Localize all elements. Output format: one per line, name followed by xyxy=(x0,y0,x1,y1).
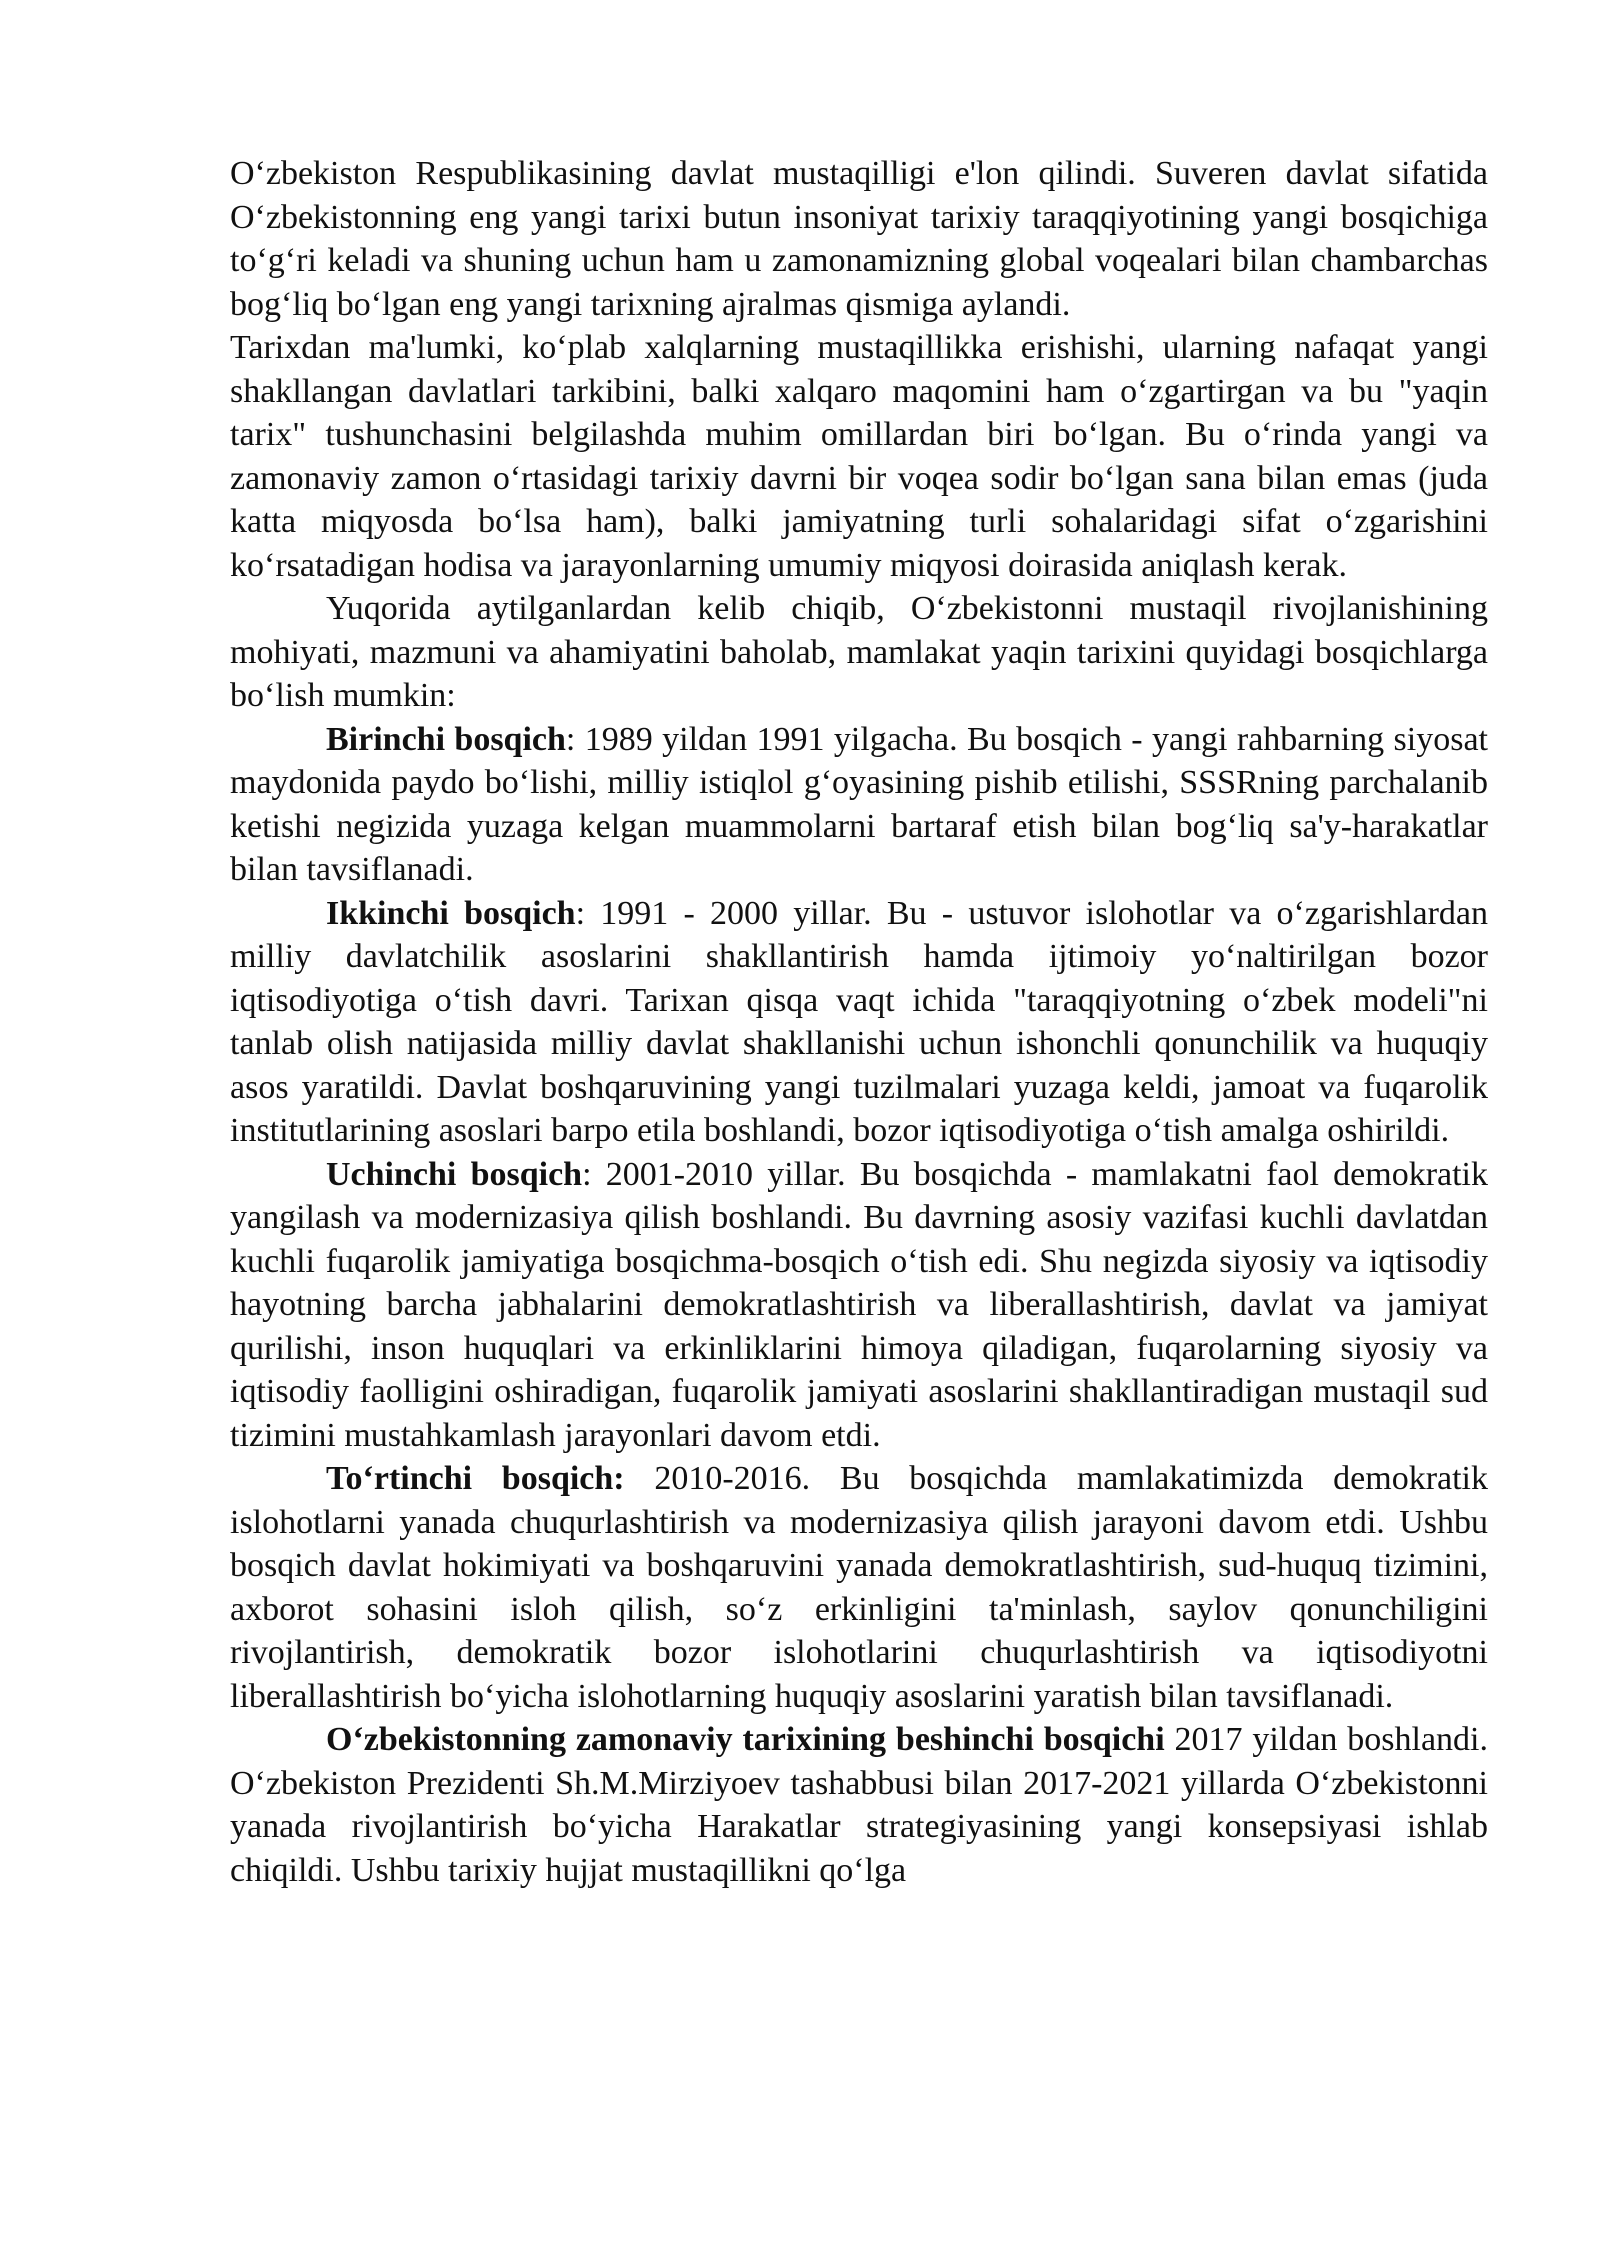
stage-heading: Uchinchi bosqich xyxy=(326,1155,583,1193)
paragraph-independence-declared xyxy=(230,152,1488,326)
paragraph-text: Tarixdan ma'lumki, ko‘plab xalqlarning mustaqillikka erishishi, ularning nafaqat yangi shakllangan davlatlari tarkibini, balki xalqaro maqomini ham o‘zgartirgan va bu "yaqin tarix" tushunchasini belgilashda muhim omillardan biri bo‘lgan. Bu o‘rinda yangi va zamonaviy zamon o‘rtasidagi tarixiy davrni bir voqea sodir bo‘lgan sana bilan emas (juda katta miqyosda bo‘lsa ham), balki jamiyatning turli sohalaridagi sifat o‘zgarishini ko‘rsatadigan hodisa va jarayonlarning umumiy miqyosi doirasida aniqlash kerak. xyxy=(230,329,1488,584)
paragraph-stage-5 xyxy=(230,1718,1488,1892)
paragraph-text: O‘zbekiston Respublikasining davlat mustaqilligi e'lon qilindi. Suveren davlat sifatida O‘zbekistonning eng yangi tarixi butun insoniyat tarixiy taraqqiyotining yangi bosqichiga to‘g‘ri keladi va shuning uchun ham u zamonamizning global voqealari bilan chambarchas bog‘liq bo‘lgan eng yangi tarixning ajralmas qismiga aylandi. xyxy=(230,155,1488,323)
paragraph-stage-2 xyxy=(230,892,1488,1153)
paragraph-text: : 1991 - 2000 yillar. Bu - ustuvor islohotlar va o‘zgarishlardan milliy davlatchilik asoslarini shakllantirish hamda ijtimoiy yo‘naltirilgan bozor iqtisodiyotiga o‘tish davri. Tarixan qisqa vaqt ichida "taraqqiyotning o‘zbek modeli"ni tanlab olish natijasida milliy davlat shakllanishi uchun ishonchli qonunchilik va huquqiy asos yaratildi. Davlat boshqaruvining yangi tuzilmalari yuzaga keldi, jamoat va fuqarolik institutlarining asoslari barpo etila boshlandi, bozor iqtisodiyotiga o‘tish amalga oshirildi. xyxy=(230,894,1488,1149)
paragraph-text: : 2001-2010 yillar. Bu bosqichda - mamlakatni faol demokratik yangilash va modernizasiya qilish boshlandi. Bu davrning asosiy vazifasi kuchli davlatdan kuchli fuqarolik jamiyatiga bosqichma-bosqich o‘tish edi. Shu negizda siyosiy va iqtisodiy hayotning barcha jabhalarini demokratlashtirish va liberallashtirish, davlat va jamiyat qurilishi, inson huquqlari va erkinliklarini himoya qiladigan, fuqarolarning siyosiy va iqtisodiy faolligini oshiradigan, fuqarolik jamiyati asoslarini shakllantiradigan mustaqil sud tizimini mustahkamlash jarayonlari davom etdi. xyxy=(230,1155,1488,1454)
stage-heading: To‘rtinchi bosqich: xyxy=(326,1460,625,1497)
stage-heading: Ikkinchi bosqich xyxy=(326,894,576,932)
paragraph-text: 2017 yildan boshlandi. O‘zbekiston Prezidenti Sh.M.Mirziyoev tashabbusi bilan 2017-2021 yillarda O‘zbekistonni yanada rivojlantirish bo‘yicha Harakatlar strategiyasining yangi konsepsiyasi ishlab chiqildi. Ushbu tarixiy hujjat mustaqillikni qo‘lga xyxy=(230,1721,1488,1889)
stage-heading: Birinchi bosqich xyxy=(326,720,566,758)
stage-heading: O‘zbekistonning zamonaviy tarixining beshinchi bosqichi xyxy=(326,1721,1165,1758)
paragraph-stage-4 xyxy=(230,1457,1488,1718)
paragraph-stage-3 xyxy=(230,1153,1488,1458)
paragraph-stages-intro xyxy=(230,587,1488,718)
paragraph-text: 2010-2016. Bu bosqichda mamlakatimizda demokratik islohotlarni yanada chuqurlashtirish va modernizasiya qilish jarayoni davom etdi. Ushbu bosqich davlat hokimiyati va boshqaruvini yanada demokratlashtirish, sud-huquq tizimini, axborot sohasini isloh qilish, so‘z erkinligini ta'minlash, saylov qonunchiligini rivojlantirish, demokratik bozor islohotlarini chuqurlashtirish va iqtisodiyotni liberallashtirish bo‘yicha islohotlarning huquqiy asoslarini yaratish bilan tavsiflanadi. xyxy=(230,1460,1489,1715)
paragraph-text: Yuqorida aytilganlardan kelib chiqib, O‘zbekistonni mustaqil rivojlanishining mohiyati, mazmuni va ahamiyatini baholab, mamlakat yaqin tarixini quyidagi bosqichlarga bo‘lish mumkin: xyxy=(230,590,1488,714)
document-page xyxy=(230,152,1488,1892)
paragraph-text: : 1989 yildan 1991 yilgacha. Bu bosqich - yangi rahbarning siyosat maydonida paydo bo‘lishi, milliy istiqlol g‘oyasining pishib etilishi, SSSRning parchalanib ketishi negizida yuzaga kelgan muammolarni bartaraf etish bilan bog‘liq sa'y-harakatlar bilan tavsiflanadi. xyxy=(230,720,1489,888)
paragraph-recent-history xyxy=(230,326,1488,587)
paragraph-stage-1 xyxy=(230,718,1488,892)
